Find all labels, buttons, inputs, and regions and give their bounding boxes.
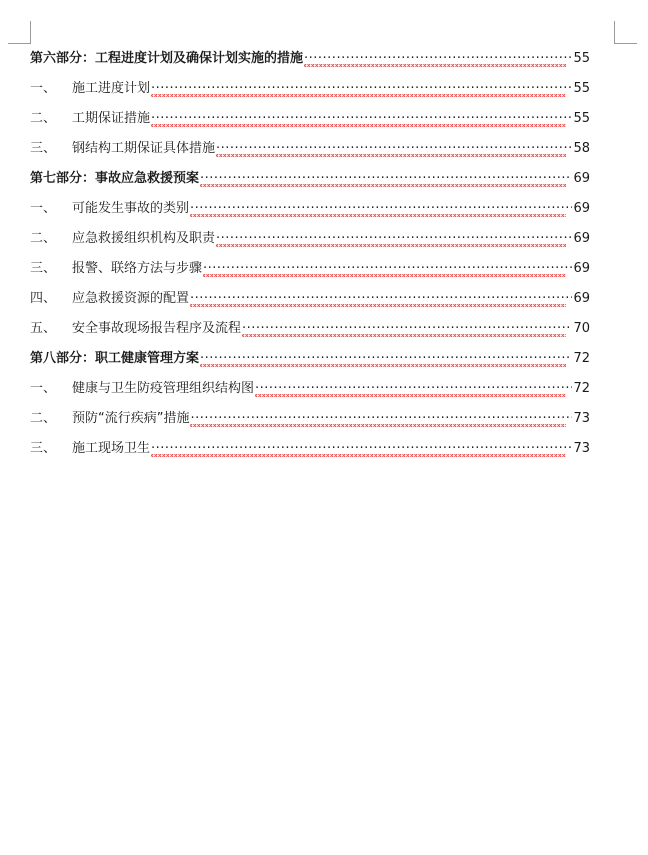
toc-entry-number: 三、	[30, 441, 57, 456]
toc-entry-part-7[interactable]	[30, 164, 590, 194]
toc-entry-title: 第八部分：职工健康管理方案	[30, 351, 200, 366]
toc-entry-title: 应急救援组织机构及职责	[72, 231, 216, 246]
toc-entry-title: 第六部分：工程进度计划及确保计划实施的措施	[30, 51, 304, 66]
toc-page-number: 55	[573, 51, 590, 66]
toc-entry-number: 四、	[30, 291, 57, 306]
toc-entry-title: 预防“流行疾病”措施	[72, 411, 190, 426]
toc-page-number: 69	[573, 231, 590, 246]
toc-dot-leader	[216, 231, 572, 247]
toc-entry[interactable]	[30, 224, 590, 254]
toc-entry[interactable]	[30, 404, 590, 434]
toc-page-number: 55	[573, 111, 590, 126]
toc-entry-title: 报警、联络方法与步骤	[72, 261, 203, 276]
toc-entry[interactable]	[30, 74, 590, 104]
toc-page-number: 69	[573, 291, 590, 306]
toc-entry-title: 安全事故现场报告程序及流程	[72, 321, 242, 336]
toc-page-number: 72	[573, 351, 590, 366]
toc-entry-title: 钢结构工期保证具体措施	[72, 141, 216, 156]
toc-entry-number: 五、	[30, 321, 57, 336]
toc-entry-title: 可能发生事故的类别	[72, 201, 190, 216]
toc-entry-part-8[interactable]	[30, 344, 590, 374]
toc-entry-number: 二、	[30, 231, 57, 246]
toc-entry-number: 三、	[30, 261, 57, 276]
toc-page-number: 72	[573, 381, 590, 396]
toc-entry-title: 第七部分：事故应急救援预案	[30, 171, 200, 186]
toc-entry-title: 应急救援资源的配置	[72, 291, 190, 306]
toc-entry-number: 二、	[30, 411, 57, 426]
toc-entry[interactable]	[30, 254, 590, 284]
toc-entry[interactable]	[30, 194, 590, 224]
toc-dot-leader	[242, 321, 572, 337]
toc-dot-leader	[255, 381, 572, 397]
toc-dot-leader	[200, 351, 572, 367]
toc-entry-number: 一、	[30, 381, 57, 396]
toc-entry-number: 二、	[30, 111, 57, 126]
toc-entry-number: 一、	[30, 81, 57, 96]
toc-page-number: 55	[573, 81, 590, 96]
toc-dot-leader	[151, 111, 572, 127]
toc-dot-leader	[200, 171, 572, 187]
toc-entry-title: 健康与卫生防疫管理组织结构图	[72, 381, 255, 396]
toc-entry[interactable]	[30, 134, 590, 164]
toc-entry-number: 一、	[30, 201, 57, 216]
toc-dot-leader	[151, 81, 572, 97]
toc-dot-leader	[203, 261, 572, 277]
toc-page-number: 58	[573, 141, 590, 156]
toc-page-number: 69	[573, 201, 590, 216]
toc-dot-leader	[190, 411, 572, 427]
toc-entry[interactable]	[30, 434, 590, 464]
table-of-contents	[30, 44, 590, 464]
toc-entry-part-6[interactable]	[30, 44, 590, 74]
toc-dot-leader	[151, 441, 572, 457]
toc-page-number: 70	[573, 321, 590, 336]
left-corner-mark	[8, 21, 31, 44]
toc-page-number: 69	[573, 171, 590, 186]
toc-page-number: 73	[573, 411, 590, 426]
toc-entry-title: 施工现场卫生	[72, 441, 151, 456]
toc-entry-number: 三、	[30, 141, 57, 156]
toc-entry[interactable]	[30, 374, 590, 404]
toc-entry[interactable]	[30, 104, 590, 134]
toc-dot-leader	[216, 141, 572, 157]
toc-page-number: 69	[573, 261, 590, 276]
toc-entry-title: 工期保证措施	[72, 111, 151, 126]
toc-dot-leader	[304, 51, 572, 67]
right-corner-mark	[614, 21, 637, 44]
toc-entry[interactable]	[30, 284, 590, 314]
toc-entry[interactable]	[30, 314, 590, 344]
toc-dot-leader	[190, 201, 572, 217]
toc-page-number: 73	[573, 441, 590, 456]
toc-entry-title: 施工进度计划	[72, 81, 151, 96]
toc-dot-leader	[190, 291, 572, 307]
